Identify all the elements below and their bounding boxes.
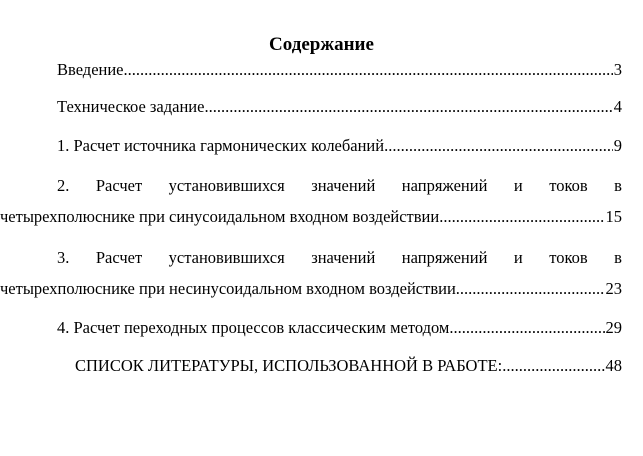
toc-word: 2. xyxy=(57,176,70,195)
toc-word: значений xyxy=(311,176,376,195)
toc-leader-dots xyxy=(502,356,604,376)
toc-leader-dots xyxy=(384,136,613,156)
toc-entry-section-3-line2 xyxy=(0,279,622,299)
toc-word: токов xyxy=(549,176,588,195)
toc-word: напряжений xyxy=(401,176,488,195)
toc-entry-introduction xyxy=(57,60,622,80)
toc-entry-label: четырехполюснике при несинусоидальном входном воздействии xyxy=(0,279,456,298)
toc-entry-page: 4 xyxy=(613,97,622,116)
toc-leader-dots xyxy=(124,60,613,80)
toc-entry-technical-task xyxy=(57,97,622,117)
toc-word: и xyxy=(513,176,523,195)
toc-word: в xyxy=(614,248,622,267)
toc-entry-page: 9 xyxy=(613,136,622,155)
toc-entry-page: 23 xyxy=(605,279,622,298)
toc-entry-label: четырехполюснике при синусоидальном входном воздействии xyxy=(0,207,440,226)
toc-entry-section-4 xyxy=(57,318,622,338)
toc-entry-label: 4. Расчет переходных процессов классическим методом xyxy=(57,318,450,337)
toc-leader-dots xyxy=(204,97,612,117)
toc-word: установившихся xyxy=(168,248,285,267)
toc-entry-page: 15 xyxy=(605,207,622,226)
toc-word: Расчет xyxy=(95,176,143,195)
toc-entry-page: 3 xyxy=(613,60,622,79)
toc-entry-page: 48 xyxy=(605,356,622,375)
toc-word: значений xyxy=(311,248,376,267)
toc-entry-section-2-line2 xyxy=(0,207,622,227)
toc-leader-dots xyxy=(439,207,604,227)
toc-entry-references xyxy=(75,356,622,376)
toc-word: и xyxy=(513,248,523,267)
toc-leader-dots xyxy=(449,318,604,338)
toc-entry-page: 29 xyxy=(605,318,622,337)
toc-word: токов xyxy=(549,248,588,267)
toc-word: Расчет xyxy=(95,248,143,267)
toc-entry-label: СПИСОК ЛИТЕРАТУРЫ, ИСПОЛЬЗОВАННОЙ В РАБОТЕ: xyxy=(75,356,503,375)
toc-leader-dots xyxy=(456,279,605,299)
toc-entry-section-2-line1 xyxy=(57,176,622,196)
toc-word: установившихся xyxy=(168,176,285,195)
toc-entry-label: Техническое задание xyxy=(57,97,205,116)
toc-entry-label: 1. Расчет источника гармонических колебаний xyxy=(57,136,385,155)
toc-title: Содержание xyxy=(269,34,374,55)
toc-word: 3. xyxy=(57,248,70,267)
toc-word: в xyxy=(614,176,622,195)
toc-entry-label: Введение xyxy=(57,60,124,79)
toc-entry-section-3-line1 xyxy=(57,248,622,268)
toc-entry-section-1 xyxy=(57,136,622,156)
toc-word: напряжений xyxy=(401,248,488,267)
